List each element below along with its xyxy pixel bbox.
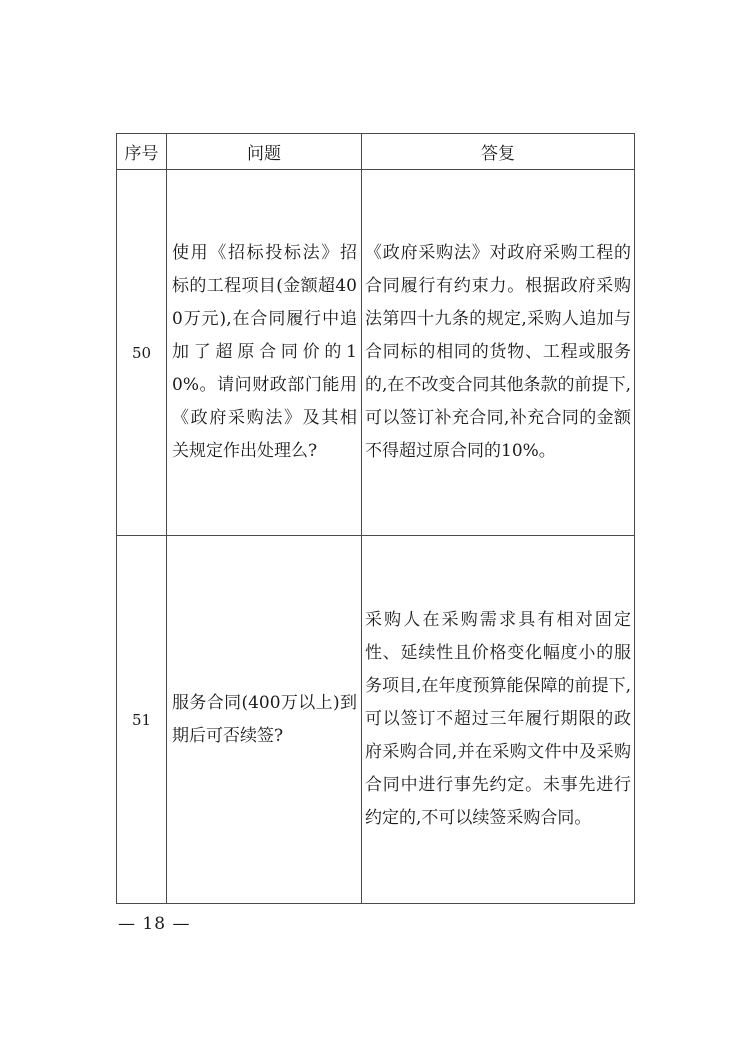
- answer-cell: [362, 170, 635, 536]
- header-question: 问题: [167, 134, 362, 170]
- answer-cell: [362, 536, 635, 904]
- header-number: 序号: [117, 134, 167, 170]
- table-header-row: [117, 134, 635, 170]
- answer-text: 《政府采购法》对政府采购工程的合同履行有约束力。根据政府采购法第四十九条的规定,采购人追加与合同标的相同的货物、工程或服务的,在不改变合同其他条款的前提下,可以签订补充合同,补充合同的金额不得超过原合同的10%。: [365, 243, 631, 461]
- qa-table: [116, 133, 635, 904]
- answer-text: 采购人在采购需求具有相对固定性、延续性且价格变化幅度小的服务项目,在年度预算能保障的前提下,可以签订不超过三年履行期限的政府采购合同,并在采购文件中及采购合同中进行事先约定。未事先进行约定的,不可以续签采购合同。: [365, 610, 631, 828]
- question-text: 使用《招标投标法》招标的工程项目(金额超400万元),在合同履行中追加了超原合同价的10%。请问财政部门能用《政府采购法》及其相关规定作出处理么?: [172, 243, 357, 461]
- question-cell: [167, 536, 362, 904]
- table-row: [117, 536, 635, 904]
- question-cell: [167, 170, 362, 536]
- page-number: — 18 —: [118, 914, 191, 934]
- question-text: 服务合同(400万以上)到期后可否续签?: [172, 692, 357, 746]
- header-answer: 答复: [362, 134, 635, 170]
- row-number: 50: [117, 170, 167, 536]
- row-number: 51: [117, 536, 167, 904]
- table-row: [117, 170, 635, 536]
